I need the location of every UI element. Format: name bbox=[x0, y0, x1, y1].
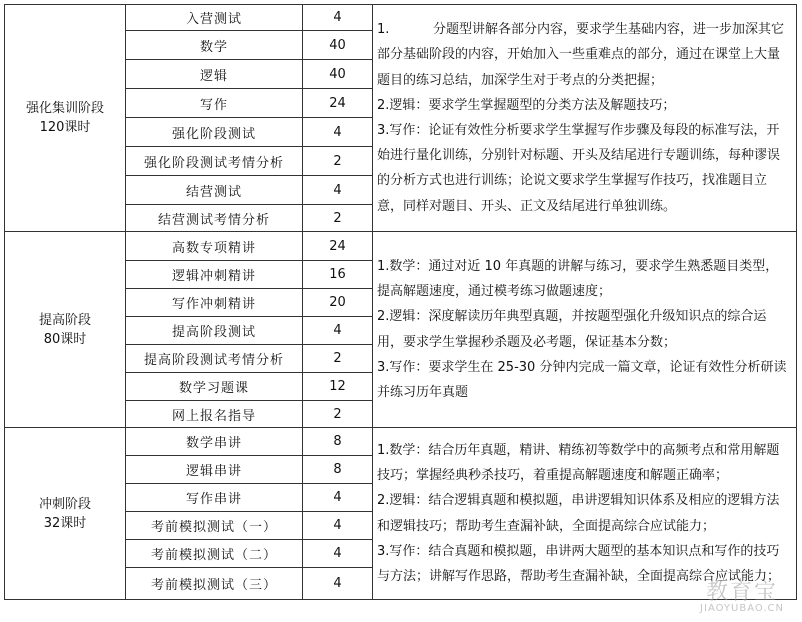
course-name: 写作 bbox=[126, 89, 303, 118]
description-item bbox=[377, 254, 790, 304]
phase-hours: 80课时 bbox=[43, 331, 87, 347]
phase-name: 强化集训阶段 bbox=[25, 101, 104, 116]
phase-name: 冲刺阶段 bbox=[38, 496, 91, 512]
phase-description bbox=[373, 5, 797, 232]
description-text: 2.逻辑：深度解读历年典型真题，并按题型强化升级知识点的综合运用，要求学生掌握秒杀题及必考题，保证基本分数； bbox=[377, 309, 767, 350]
course-name: 数学 bbox=[126, 31, 303, 60]
course-name: 提高阶段测试考情分析 bbox=[126, 345, 303, 373]
table-row bbox=[5, 428, 797, 456]
course-hours: 4 bbox=[303, 5, 373, 31]
course-hours: 24 bbox=[303, 89, 373, 118]
phase-description bbox=[373, 232, 797, 428]
description-text: 2.逻辑：要求学生掌握题型的分类方法及解题技巧； bbox=[377, 97, 676, 113]
description-item bbox=[377, 355, 790, 405]
course-hours: 2 bbox=[303, 345, 373, 373]
course-name: 强化阶段测试考情分析 bbox=[126, 147, 303, 176]
course-hours: 40 bbox=[303, 60, 373, 89]
table-row bbox=[5, 232, 797, 261]
phase-cell bbox=[5, 428, 126, 600]
description-item bbox=[377, 438, 790, 488]
description-number: 1. bbox=[377, 22, 390, 38]
course-hours: 24 bbox=[303, 232, 373, 261]
description-item bbox=[377, 304, 790, 354]
course-schedule-table bbox=[4, 4, 797, 600]
course-name: 数学串讲 bbox=[126, 428, 303, 456]
course-hours: 8 bbox=[303, 456, 373, 484]
course-hours: 2 bbox=[303, 147, 373, 176]
phase-hours: 32课时 bbox=[43, 515, 87, 531]
course-hours: 4 bbox=[303, 176, 373, 205]
course-name: 逻辑 bbox=[126, 60, 303, 89]
description-text: 1.数学：通过对近 10 年真题的讲解与练习，要求学生熟悉题目类型，提高解题速度，通过模考练习做题速度； bbox=[377, 258, 779, 300]
course-name: 网上报名指导 bbox=[126, 401, 303, 428]
description-item bbox=[377, 118, 790, 219]
course-hours: 4 bbox=[303, 512, 373, 540]
course-name: 写作串讲 bbox=[126, 484, 303, 512]
course-hours: 8 bbox=[303, 428, 373, 456]
table-row bbox=[5, 5, 797, 31]
course-name: 强化阶段测试 bbox=[126, 118, 303, 147]
phase-cell bbox=[5, 232, 126, 428]
description-item bbox=[377, 17, 790, 93]
course-hours: 4 bbox=[303, 540, 373, 568]
course-hours: 16 bbox=[303, 261, 373, 289]
course-name: 考前模拟测试（二） bbox=[126, 540, 303, 568]
description-text: 3.写作：结合真题和模拟题，串讲两大题型的基本知识点和写作的技巧与方法；讲解写作思路，帮助考生查漏补缺，全面提高综合应试能力； bbox=[377, 543, 781, 584]
course-hours: 4 bbox=[303, 118, 373, 147]
course-hours: 4 bbox=[303, 317, 373, 345]
course-name: 提高阶段测试 bbox=[126, 317, 303, 345]
course-hours: 2 bbox=[303, 401, 373, 428]
course-hours: 4 bbox=[303, 484, 373, 512]
course-name: 入营测试 bbox=[126, 5, 303, 31]
description-text: 3.写作：论证有效性分析要求学生掌握写作步骤及每段的标准写法，开始进行量化训练，分别针对标题、开头及结尾进行专题训练，每种谬误的分析方式也进行训练；论说文要求学生掌握写作技巧，找准题目立意，同样对题目、开头、正文及结尾进行单独训练。 bbox=[377, 123, 781, 214]
course-name: 考前模拟测试（三） bbox=[126, 568, 303, 600]
phase-hours: 120课时 bbox=[39, 120, 91, 135]
course-name: 写作冲刺精讲 bbox=[126, 289, 303, 317]
watermark-logo: 教育宝 bbox=[706, 580, 779, 605]
course-name: 高数专项精讲 bbox=[126, 232, 303, 261]
course-hours: 20 bbox=[303, 289, 373, 317]
course-name: 逻辑冲刺精讲 bbox=[126, 261, 303, 289]
course-name: 逻辑串讲 bbox=[126, 456, 303, 484]
course-hours: 4 bbox=[303, 568, 373, 600]
description-text: 3.写作：要求学生在 25-30 分钟内完成一篇文章，论证有效性分析研读并练习历年真题 bbox=[377, 359, 787, 400]
description-item bbox=[377, 488, 790, 538]
description-text: 分题型讲解各部分内容，要求学生基础内容，进一步加深其它部分基础阶段的内容，开始加入一些重难点的部分，通过在课堂上大量题目的练习总结，加深学生对于考点的分类把握； bbox=[377, 22, 785, 88]
phase-description bbox=[373, 428, 797, 600]
course-hours: 40 bbox=[303, 31, 373, 60]
description-text: 2.逻辑：结合逻辑真题和模拟题，串讲逻辑知识体系及相应的逻辑方法和逻辑技巧；帮助考生查漏补缺，全面提高综合应试能力； bbox=[377, 493, 780, 534]
course-hours: 2 bbox=[303, 205, 373, 232]
course-name: 数学习题课 bbox=[126, 373, 303, 401]
course-hours: 12 bbox=[303, 373, 373, 401]
description-item bbox=[377, 539, 790, 589]
course-name: 结营测试考情分析 bbox=[126, 205, 303, 232]
phase-name: 提高阶段 bbox=[38, 312, 91, 328]
phase-cell bbox=[5, 5, 126, 232]
watermark-url: JIAOYUBAO.CN bbox=[700, 603, 784, 614]
course-name: 考前模拟测试（一） bbox=[126, 512, 303, 540]
description-text: 1.数学：结合历年真题，精讲、精练初等数学中的高频考点和常用解题技巧；掌握经典秒杀技巧，着重提高解题速度和解题正确率； bbox=[377, 442, 780, 484]
description-item bbox=[377, 93, 790, 118]
course-name: 结营测试 bbox=[126, 176, 303, 205]
